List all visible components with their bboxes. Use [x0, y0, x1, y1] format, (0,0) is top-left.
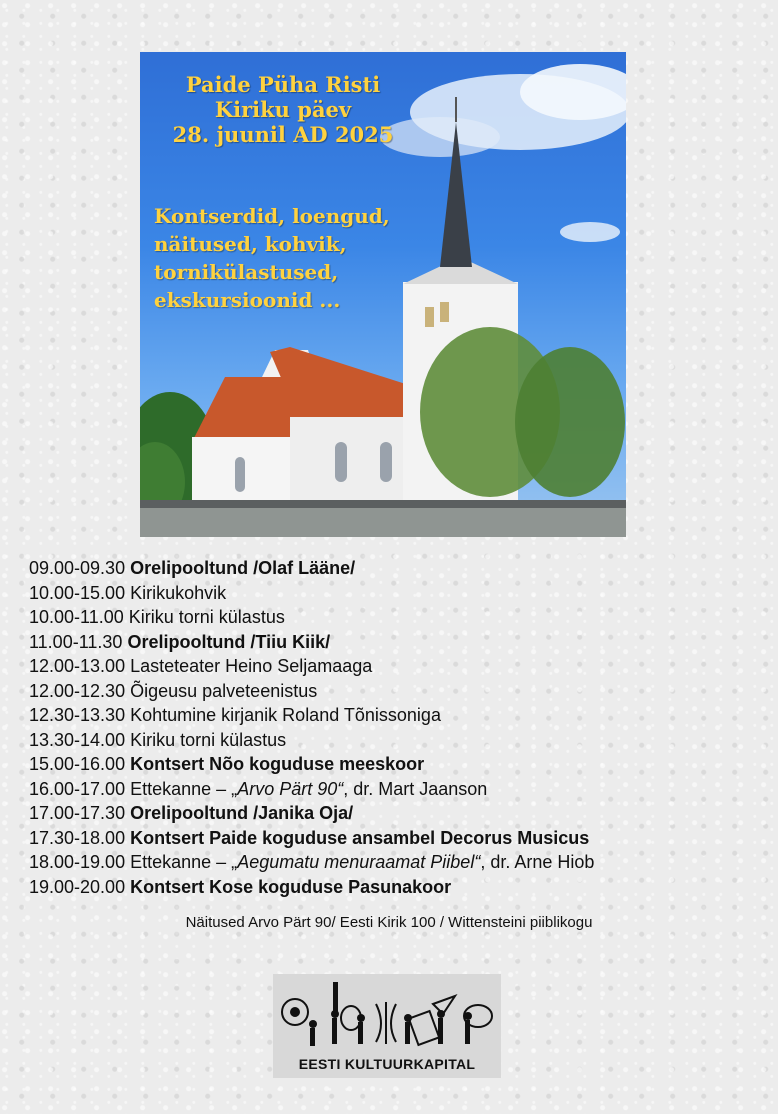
schedule-time: 18.00-19.00: [29, 852, 126, 872]
schedule-event-text: Kiriku torni külastus: [128, 607, 285, 627]
schedule-time: 17.00-17.30: [29, 803, 126, 823]
schedule-event-text: Kontsert Paide koguduse ansambel Decorus Musicus: [130, 827, 590, 848]
schedule-event-text: Kontsert Kose koguduse Pasunakoor: [130, 876, 452, 897]
schedule-row: [29, 850, 769, 875]
schedule-event-text: Aegumatu menuraamat Piibel“: [237, 852, 481, 872]
schedule-row: [29, 556, 769, 581]
schedule-row: [29, 728, 769, 753]
schedule-row: [29, 801, 769, 826]
schedule-time: 11.00-11.30: [29, 631, 123, 652]
schedule-row: [29, 581, 769, 606]
poster-subtitle-line: ekskursioonid ...: [154, 288, 341, 312]
schedule-time: 19.00-20.00: [29, 876, 126, 897]
poster-subtitle-line: näitused, kohvik,: [154, 232, 347, 256]
event-schedule: [29, 556, 769, 899]
schedule-time: 09.00-09.30: [29, 558, 126, 578]
schedule-row: [29, 679, 769, 704]
schedule-time: 13.30-14.00: [29, 729, 126, 750]
poster-title: [140, 72, 426, 147]
schedule-event-text: Kohtumine kirjanik Roland Tõnissoniga: [130, 705, 441, 725]
schedule-time: 10.00-15.00: [29, 582, 126, 603]
schedule-event-text: Arvo Pärt 90“: [237, 778, 344, 799]
poster-subtitle-line: tornikülastused,: [154, 260, 339, 284]
poster-title-line: 28. juunil AD 2025: [172, 122, 394, 147]
schedule-row: [29, 875, 769, 900]
schedule-row: [29, 605, 769, 630]
schedule-event-text: Kiriku torni külastus: [130, 729, 287, 750]
schedule-time: 15.00-16.00: [29, 754, 126, 774]
sponsor-logo: [273, 974, 501, 1078]
schedule-event-text: Lasteteater Heino Seljamaaga: [130, 656, 373, 676]
sponsor-logo-text: EESTI KULTUURKAPITAL: [298, 1056, 476, 1072]
schedule-time: 12.30-13.30: [29, 705, 126, 725]
schedule-event-text: Kontsert Nõo koguduse meeskoor: [130, 754, 425, 774]
schedule-event-text: Ettekanne – „: [130, 778, 238, 799]
schedule-row: [29, 777, 769, 802]
kulturkapital-figures-icon: [273, 974, 501, 1054]
schedule-row: [29, 752, 769, 777]
schedule-time: 16.00-17.00: [29, 778, 126, 799]
poster-title-line: Paide Püha Risti: [185, 72, 381, 97]
schedule-time: 10.00-11.00: [29, 607, 124, 627]
poster-subtitle: [154, 202, 454, 314]
schedule-event-text: , dr. Arne Hiob: [480, 852, 595, 872]
schedule-event-text: Õigeusu palveteenistus: [130, 680, 318, 701]
schedule-event-text: , dr. Mart Jaanson: [343, 778, 488, 799]
schedule-time: 12.00-12.30: [29, 680, 126, 701]
exhibitions-note: Näitused Arvo Pärt 90/ Eesti Kirik 100 / Wittensteini piiblikogu: [185, 914, 593, 931]
schedule-event-text: Orelipooltund /Olaf Lääne/: [130, 558, 356, 578]
schedule-time: 17.30-18.00: [29, 827, 126, 848]
schedule-row: [29, 703, 769, 728]
event-poster: [140, 52, 626, 537]
schedule-event-text: Orelipooltund /Janika Oja/: [130, 803, 354, 823]
schedule-row: [29, 630, 769, 655]
poster-subtitle-line: Kontserdid, loengud,: [154, 204, 390, 228]
schedule-event-text: Orelipooltund /Tiiu Kiik/: [127, 631, 331, 652]
schedule-row: [29, 826, 769, 851]
schedule-event-text: Kirikukohvik: [130, 582, 227, 603]
poster-title-line: Kiriku päev: [214, 97, 352, 122]
schedule-time: 12.00-13.00: [29, 656, 126, 676]
schedule-row: [29, 654, 769, 679]
schedule-event-text: Ettekanne – „: [130, 852, 238, 872]
